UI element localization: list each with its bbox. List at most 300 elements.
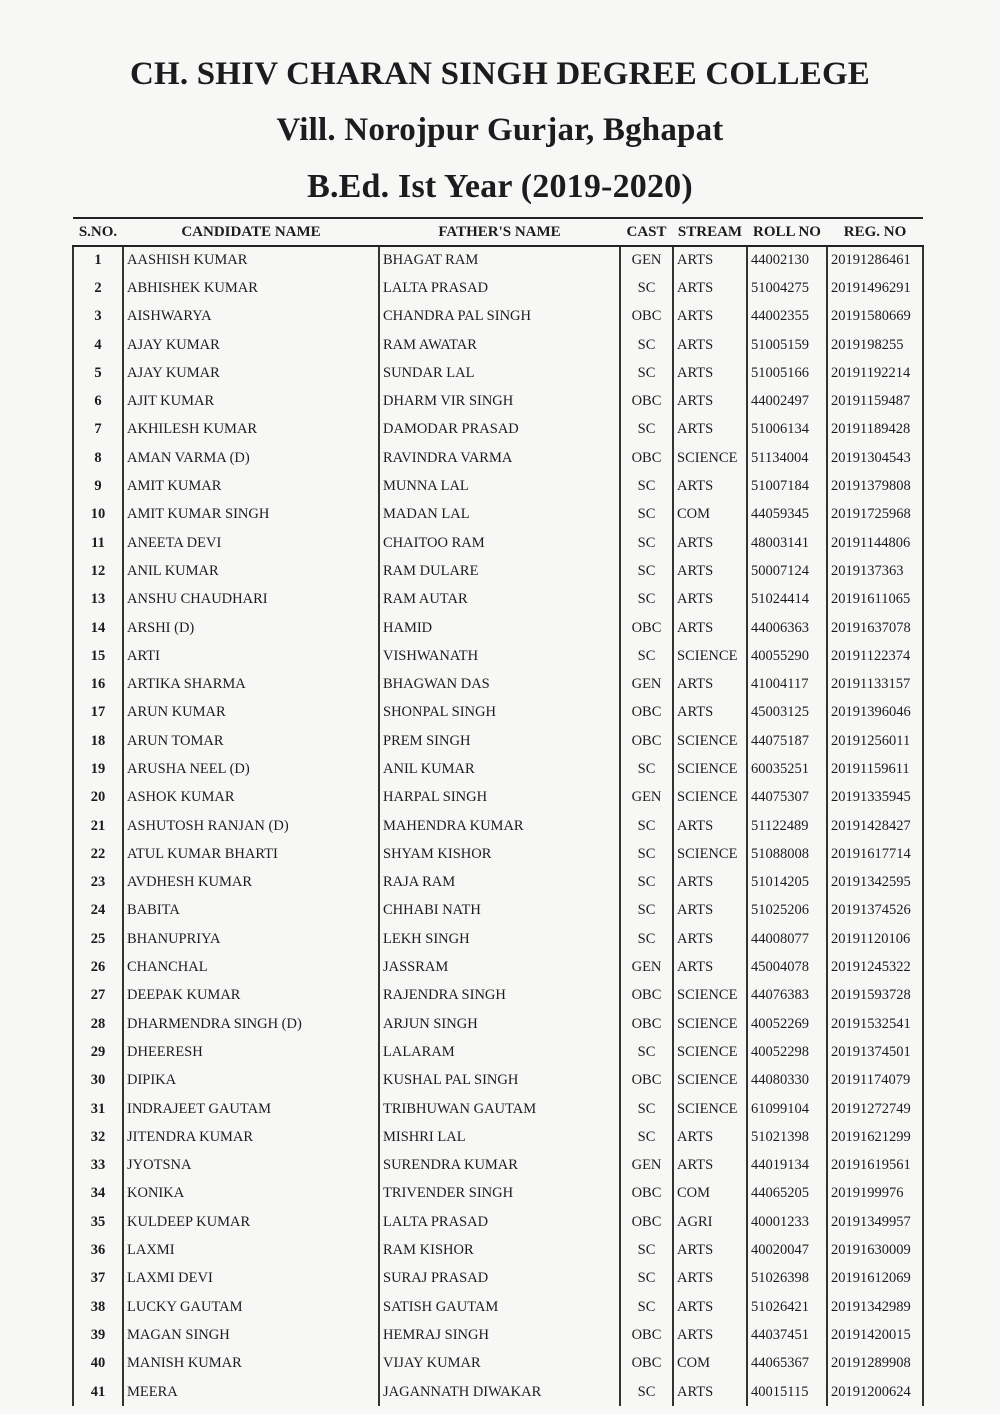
table-body [73, 246, 923, 1406]
cell-sno: 16 [73, 670, 123, 698]
cell-sno: 23 [73, 869, 123, 897]
table-row [73, 642, 923, 670]
cell-sno: 3 [73, 303, 123, 331]
cell-stream: ARTS [673, 586, 747, 614]
cell-roll-no: 48003141 [747, 529, 827, 557]
cell-candidate-name: ABHISHEK KUMAR [123, 274, 379, 302]
cell-candidate-name: AKHILESH KUMAR [123, 416, 379, 444]
cell-roll-no: 51024414 [747, 586, 827, 614]
cell-reg-no: 20191304543 [827, 444, 923, 472]
cell-stream: SCIENCE [673, 444, 747, 472]
cell-candidate-name: AMIT KUMAR SINGH [123, 501, 379, 529]
cell-sno: 15 [73, 642, 123, 670]
cell-reg-no: 20191374526 [827, 897, 923, 925]
cell-fathers-name: ARJUN SINGH [379, 1010, 620, 1038]
cell-fathers-name: RAM DULARE [379, 557, 620, 585]
cell-sno: 21 [73, 812, 123, 840]
cell-fathers-name: SATISH GAUTAM [379, 1293, 620, 1321]
table-row [73, 925, 923, 953]
cell-stream: ARTS [673, 1265, 747, 1293]
cell-fathers-name: RAM AUTAR [379, 586, 620, 614]
cell-reg-no: 2019199976 [827, 1180, 923, 1208]
cell-reg-no: 20191611065 [827, 586, 923, 614]
cell-stream: ARTS [673, 331, 747, 359]
cell-fathers-name: MAHENDRA KUMAR [379, 812, 620, 840]
cell-cast: OBC [620, 982, 673, 1010]
table-row [73, 444, 923, 472]
cell-roll-no: 40015115 [747, 1378, 827, 1406]
table-row [73, 387, 923, 415]
cell-candidate-name: ASHUTOSH RANJAN (D) [123, 812, 379, 840]
cell-candidate-name: JYOTSNA [123, 1152, 379, 1180]
cell-sno: 28 [73, 1010, 123, 1038]
cell-reg-no: 20191256011 [827, 727, 923, 755]
cell-candidate-name: AVDHESH KUMAR [123, 869, 379, 897]
cell-candidate-name: ASHOK KUMAR [123, 784, 379, 812]
cell-reg-no: 20191286461 [827, 246, 923, 274]
cell-roll-no: 51006134 [747, 416, 827, 444]
cell-candidate-name: AJAY KUMAR [123, 359, 379, 387]
cell-sno: 9 [73, 472, 123, 500]
cell-sno: 12 [73, 557, 123, 585]
cell-sno: 34 [73, 1180, 123, 1208]
cell-sno: 8 [73, 444, 123, 472]
table-row [73, 1010, 923, 1038]
cell-fathers-name: LALTA PRASAD [379, 1208, 620, 1236]
cell-reg-no: 20191612069 [827, 1265, 923, 1293]
cell-roll-no: 40052269 [747, 1010, 827, 1038]
table-row [73, 812, 923, 840]
table-row [73, 331, 923, 359]
cell-cast: SC [620, 274, 673, 302]
table-row [73, 1123, 923, 1151]
cell-cast: SC [620, 586, 673, 614]
cell-stream: ARTS [673, 1293, 747, 1321]
cell-reg-no: 20191621299 [827, 1123, 923, 1151]
cell-stream: ARTS [673, 529, 747, 557]
cell-fathers-name: LALARAM [379, 1038, 620, 1066]
cell-cast: OBC [620, 387, 673, 415]
cell-candidate-name: ARSHI (D) [123, 614, 379, 642]
cell-sno: 39 [73, 1321, 123, 1349]
table-row [73, 1236, 923, 1264]
cell-reg-no: 20191580669 [827, 303, 923, 331]
cell-reg-no: 20191532541 [827, 1010, 923, 1038]
cell-cast: SC [620, 359, 673, 387]
cell-fathers-name: PREM SINGH [379, 727, 620, 755]
cell-candidate-name: DHARMENDRA SINGH (D) [123, 1010, 379, 1038]
cell-roll-no: 51026398 [747, 1265, 827, 1293]
cell-fathers-name: BHAGAT RAM [379, 246, 620, 274]
college-address: Vill. Norojpur Gurjar, Bghapat [276, 112, 724, 148]
cell-cast: SC [620, 416, 673, 444]
cell-candidate-name: INDRAJEET GAUTAM [123, 1095, 379, 1123]
col-header-roll-no: ROLL NO [747, 218, 827, 246]
cell-fathers-name: TRIVENDER SINGH [379, 1180, 620, 1208]
cell-fathers-name: RAJA RAM [379, 869, 620, 897]
cell-cast: SC [620, 1123, 673, 1151]
cell-stream: AGRI [673, 1208, 747, 1236]
cell-roll-no: 44037451 [747, 1321, 827, 1349]
cell-cast: SC [620, 925, 673, 953]
cell-stream: SCIENCE [673, 642, 747, 670]
cell-reg-no: 20191374501 [827, 1038, 923, 1066]
cell-stream: ARTS [673, 303, 747, 331]
cell-cast: OBC [620, 1067, 673, 1095]
cell-sno: 7 [73, 416, 123, 444]
cell-cast: GEN [620, 953, 673, 981]
cell-fathers-name: HEMRAJ SINGH [379, 1321, 620, 1349]
cell-roll-no: 44002355 [747, 303, 827, 331]
cell-candidate-name: MANISH KUMAR [123, 1350, 379, 1378]
cell-cast: SC [620, 1038, 673, 1066]
cell-candidate-name: DIPIKA [123, 1067, 379, 1095]
cell-roll-no: 61099104 [747, 1095, 827, 1123]
cell-candidate-name: MEERA [123, 1378, 379, 1406]
cell-roll-no: 44006363 [747, 614, 827, 642]
cell-roll-no: 60035251 [747, 755, 827, 783]
cell-sno: 6 [73, 387, 123, 415]
cell-fathers-name: HAMID [379, 614, 620, 642]
table-row [73, 953, 923, 981]
cell-candidate-name: LUCKY GAUTAM [123, 1293, 379, 1321]
cell-cast: OBC [620, 699, 673, 727]
cell-roll-no: 44002497 [747, 387, 827, 415]
cell-sno: 2 [73, 274, 123, 302]
header-row [73, 218, 923, 246]
cell-candidate-name: LAXMI DEVI [123, 1265, 379, 1293]
cell-candidate-name: ANSHU CHAUDHARI [123, 586, 379, 614]
cell-roll-no: 50007124 [747, 557, 827, 585]
cell-sno: 10 [73, 501, 123, 529]
cell-fathers-name: CHANDRA PAL SINGH [379, 303, 620, 331]
table-row [73, 246, 923, 274]
cell-reg-no: 20191428427 [827, 812, 923, 840]
cell-cast: OBC [620, 1180, 673, 1208]
cell-roll-no: 44019134 [747, 1152, 827, 1180]
cell-reg-no: 20191725968 [827, 501, 923, 529]
cell-stream: COM [673, 1350, 747, 1378]
cell-reg-no: 20191245322 [827, 953, 923, 981]
cell-fathers-name: SUNDAR LAL [379, 359, 620, 387]
cell-stream: ARTS [673, 1236, 747, 1264]
cell-roll-no: 51007184 [747, 472, 827, 500]
table-row [73, 1067, 923, 1095]
cell-sno: 18 [73, 727, 123, 755]
cell-cast: GEN [620, 1152, 673, 1180]
cell-sno: 27 [73, 982, 123, 1010]
cell-fathers-name: CHAITOO RAM [379, 529, 620, 557]
cell-roll-no: 51122489 [747, 812, 827, 840]
cell-candidate-name: AASHISH KUMAR [123, 246, 379, 274]
cell-fathers-name: SHONPAL SINGH [379, 699, 620, 727]
cell-reg-no: 20191342989 [827, 1293, 923, 1321]
cell-reg-no: 20191200624 [827, 1378, 923, 1406]
cell-stream: ARTS [673, 1321, 747, 1349]
cell-fathers-name: DAMODAR PRASAD [379, 416, 620, 444]
col-header-cast: CAST [620, 218, 673, 246]
cell-candidate-name: ANEETA DEVI [123, 529, 379, 557]
cell-candidate-name: LAXMI [123, 1236, 379, 1264]
cell-cast: SC [620, 897, 673, 925]
cell-stream: ARTS [673, 416, 747, 444]
cell-fathers-name: MADAN LAL [379, 501, 620, 529]
table-row [73, 897, 923, 925]
table-row [73, 784, 923, 812]
cell-cast: SC [620, 1236, 673, 1264]
cell-reg-no: 20191192214 [827, 359, 923, 387]
table-row [73, 1350, 923, 1378]
cell-sno: 20 [73, 784, 123, 812]
cell-stream: COM [673, 1180, 747, 1208]
cell-cast: SC [620, 642, 673, 670]
cell-roll-no: 40001233 [747, 1208, 827, 1236]
cell-stream: ARTS [673, 812, 747, 840]
cell-candidate-name: ANIL KUMAR [123, 557, 379, 585]
cell-cast: SC [620, 472, 673, 500]
cell-roll-no: 40020047 [747, 1236, 827, 1264]
cell-roll-no: 51004275 [747, 274, 827, 302]
table-row [73, 472, 923, 500]
cell-roll-no: 44080330 [747, 1067, 827, 1095]
cell-fathers-name: RAM AWATAR [379, 331, 620, 359]
table-row [73, 670, 923, 698]
cell-sno: 32 [73, 1123, 123, 1151]
cell-reg-no: 20191133157 [827, 670, 923, 698]
table-row [73, 529, 923, 557]
cell-fathers-name: CHHABI NATH [379, 897, 620, 925]
cell-roll-no: 44076383 [747, 982, 827, 1010]
cell-sno: 19 [73, 755, 123, 783]
cell-reg-no: 2019198255 [827, 331, 923, 359]
cell-candidate-name: AMAN VARMA (D) [123, 444, 379, 472]
col-header-stream: STREAM [673, 218, 747, 246]
cell-cast: OBC [620, 303, 673, 331]
table-row [73, 840, 923, 868]
cell-reg-no: 20191144806 [827, 529, 923, 557]
cell-reg-no: 20191619561 [827, 1152, 923, 1180]
cell-fathers-name: LEKH SINGH [379, 925, 620, 953]
cell-stream: ARTS [673, 953, 747, 981]
cell-candidate-name: ARUN KUMAR [123, 699, 379, 727]
cell-fathers-name: MISHRI LAL [379, 1123, 620, 1151]
cell-roll-no: 51025206 [747, 897, 827, 925]
cell-fathers-name: KUSHAL PAL SINGH [379, 1067, 620, 1095]
cell-candidate-name: DEEPAK KUMAR [123, 982, 379, 1010]
table-row [73, 557, 923, 585]
cell-roll-no: 44002130 [747, 246, 827, 274]
cell-sno: 26 [73, 953, 123, 981]
cell-cast: OBC [620, 1321, 673, 1349]
cell-fathers-name: RAM KISHOR [379, 1236, 620, 1264]
cell-cast: SC [620, 501, 673, 529]
cell-stream: SCIENCE [673, 840, 747, 868]
cell-candidate-name: ATUL KUMAR BHARTI [123, 840, 379, 868]
cell-cast: SC [620, 331, 673, 359]
cell-stream: SCIENCE [673, 727, 747, 755]
cell-reg-no: 20191637078 [827, 614, 923, 642]
course-title: B.Ed. Ist Year (2019-2020) [307, 168, 693, 205]
cell-roll-no: 41004117 [747, 670, 827, 698]
cell-reg-no: 20191396046 [827, 699, 923, 727]
cell-roll-no: 51021398 [747, 1123, 827, 1151]
college-name: CH. SHIV CHARAN SINGH DEGREE COLLEGE [129, 56, 871, 92]
cell-reg-no: 20191159611 [827, 755, 923, 783]
cell-reg-no: 20191379808 [827, 472, 923, 500]
cell-candidate-name: DHEERESH [123, 1038, 379, 1066]
cell-sno: 36 [73, 1236, 123, 1264]
cell-sno: 30 [73, 1067, 123, 1095]
cell-roll-no: 51088008 [747, 840, 827, 868]
cell-roll-no: 45003125 [747, 699, 827, 727]
table-row [73, 1038, 923, 1066]
cell-roll-no: 44065367 [747, 1350, 827, 1378]
cell-sno: 22 [73, 840, 123, 868]
cell-sno: 25 [73, 925, 123, 953]
cell-candidate-name: JITENDRA KUMAR [123, 1123, 379, 1151]
cell-reg-no: 20191349957 [827, 1208, 923, 1236]
cell-roll-no: 44065205 [747, 1180, 827, 1208]
cell-cast: GEN [620, 784, 673, 812]
cell-sno: 40 [73, 1350, 123, 1378]
cell-cast: SC [620, 1378, 673, 1406]
cell-stream: SCIENCE [673, 755, 747, 783]
cell-cast: OBC [620, 1208, 673, 1236]
table-row [73, 359, 923, 387]
cell-cast: GEN [620, 246, 673, 274]
cell-cast: OBC [620, 614, 673, 642]
cell-candidate-name: KONIKA [123, 1180, 379, 1208]
cell-sno: 24 [73, 897, 123, 925]
cell-sno: 11 [73, 529, 123, 557]
cell-fathers-name: RAVINDRA VARMA [379, 444, 620, 472]
table-row [73, 1095, 923, 1123]
cell-reg-no: 20191593728 [827, 982, 923, 1010]
cell-reg-no: 20191420015 [827, 1321, 923, 1349]
table-row [73, 614, 923, 642]
cell-sno: 13 [73, 586, 123, 614]
cell-fathers-name: TRIBHUWAN GAUTAM [379, 1095, 620, 1123]
table-row [73, 755, 923, 783]
cell-fathers-name: ANIL KUMAR [379, 755, 620, 783]
cell-roll-no: 44059345 [747, 501, 827, 529]
cell-fathers-name: VIJAY KUMAR [379, 1350, 620, 1378]
col-header-candidate-name: CANDIDATE NAME [123, 218, 379, 246]
cell-candidate-name: KULDEEP KUMAR [123, 1208, 379, 1236]
cell-candidate-name: MAGAN SINGH [123, 1321, 379, 1349]
cell-fathers-name: LALTA PRASAD [379, 274, 620, 302]
cell-stream: SCIENCE [673, 1095, 747, 1123]
cell-roll-no: 44075307 [747, 784, 827, 812]
cell-roll-no: 51134004 [747, 444, 827, 472]
cell-cast: SC [620, 755, 673, 783]
cell-roll-no: 51026421 [747, 1293, 827, 1321]
cell-fathers-name: MUNNA LAL [379, 472, 620, 500]
table-row [73, 416, 923, 444]
cell-sno: 38 [73, 1293, 123, 1321]
cell-roll-no: 44075187 [747, 727, 827, 755]
table-row [73, 501, 923, 529]
cell-stream: ARTS [673, 869, 747, 897]
table-row [73, 303, 923, 331]
cell-sno: 33 [73, 1152, 123, 1180]
cell-stream: SCIENCE [673, 1067, 747, 1095]
cell-fathers-name: SHYAM KISHOR [379, 840, 620, 868]
cell-sno: 37 [73, 1265, 123, 1293]
cell-stream: ARTS [673, 557, 747, 585]
cell-fathers-name: VISHWANATH [379, 642, 620, 670]
cell-candidate-name: ARTIKA SHARMA [123, 670, 379, 698]
cell-stream: ARTS [673, 359, 747, 387]
cell-roll-no: 51005159 [747, 331, 827, 359]
cell-stream: ARTS [673, 897, 747, 925]
cell-sno: 1 [73, 246, 123, 274]
table-row [73, 869, 923, 897]
cell-stream: SCIENCE [673, 1010, 747, 1038]
cell-candidate-name: AMIT KUMAR [123, 472, 379, 500]
cell-stream: ARTS [673, 614, 747, 642]
cell-reg-no: 20191342595 [827, 869, 923, 897]
cell-fathers-name: SURENDRA KUMAR [379, 1152, 620, 1180]
cell-candidate-name: BABITA [123, 897, 379, 925]
cell-reg-no: 20191289908 [827, 1350, 923, 1378]
cell-cast: SC [620, 840, 673, 868]
cell-stream: ARTS [673, 274, 747, 302]
cell-reg-no: 20191174079 [827, 1067, 923, 1095]
cell-roll-no: 44008077 [747, 925, 827, 953]
cell-stream: ARTS [673, 472, 747, 500]
cell-roll-no: 40055290 [747, 642, 827, 670]
cell-candidate-name: ARUN TOMAR [123, 727, 379, 755]
table-row [73, 1208, 923, 1236]
cell-fathers-name: HARPAL SINGH [379, 784, 620, 812]
col-header-sno: S.NO. [73, 218, 123, 246]
cell-cast: OBC [620, 1010, 673, 1038]
cell-fathers-name: SURAJ PRASAD [379, 1265, 620, 1293]
cell-stream: ARTS [673, 699, 747, 727]
cell-stream: SCIENCE [673, 784, 747, 812]
table-row [73, 1378, 923, 1406]
cell-stream: ARTS [673, 1123, 747, 1151]
cell-cast: SC [620, 1265, 673, 1293]
cell-roll-no: 51014205 [747, 869, 827, 897]
table-row [73, 727, 923, 755]
cell-cast: GEN [620, 670, 673, 698]
cell-stream: ARTS [673, 1378, 747, 1406]
table-header [73, 218, 923, 246]
cell-stream: ARTS [673, 670, 747, 698]
cell-stream: COM [673, 501, 747, 529]
cell-candidate-name: AJIT KUMAR [123, 387, 379, 415]
cell-sno: 35 [73, 1208, 123, 1236]
cell-cast: SC [620, 869, 673, 897]
cell-sno: 5 [73, 359, 123, 387]
cell-fathers-name: RAJENDRA SINGH [379, 982, 620, 1010]
cell-stream: ARTS [673, 925, 747, 953]
col-header-fathers-name: FATHER'S NAME [379, 218, 620, 246]
cell-cast: OBC [620, 727, 673, 755]
cell-fathers-name: DHARM VIR SINGH [379, 387, 620, 415]
cell-cast: SC [620, 1293, 673, 1321]
cell-reg-no: 20191496291 [827, 274, 923, 302]
cell-reg-no: 20191272749 [827, 1095, 923, 1123]
cell-cast: SC [620, 812, 673, 840]
cell-sno: 29 [73, 1038, 123, 1066]
table-row [73, 274, 923, 302]
cell-stream: SCIENCE [673, 1038, 747, 1066]
col-header-reg-no: REG. NO [827, 218, 923, 246]
table-row [73, 1152, 923, 1180]
